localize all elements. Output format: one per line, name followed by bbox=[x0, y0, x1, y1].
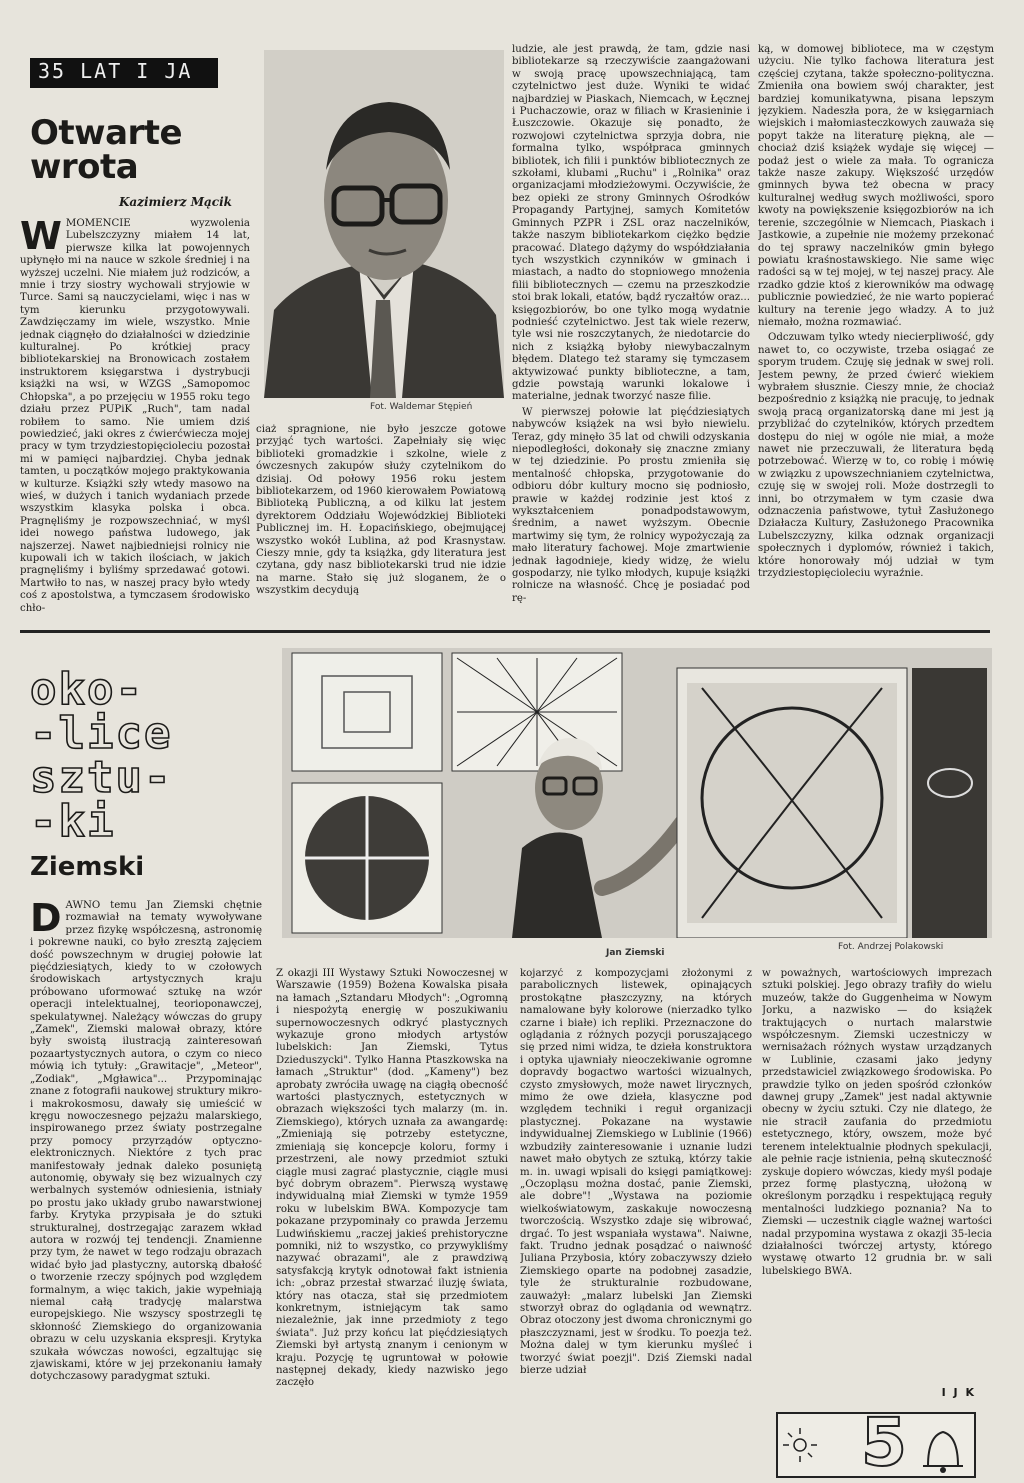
article-title: Otwarte wrota bbox=[30, 113, 183, 187]
article2-initials: I J K bbox=[941, 1386, 976, 1399]
outline-line-1: oko- bbox=[30, 664, 144, 715]
section-divider bbox=[20, 630, 990, 633]
series-outline-title bbox=[30, 664, 260, 847]
artist-photo bbox=[282, 648, 992, 938]
portrait-image bbox=[264, 50, 504, 398]
portrait-caption: Fot. Waldemar Stępień bbox=[370, 402, 473, 412]
article1-column-4: ką, w domowej bibliotece, ma w częstym użyciu. Nie tylko fachowa literatura jest częściej czytana, także społeczno-polityczna. Zmieniła ona bowiem swój charakter, jest bardziej komunikatywna, pisana lepszym językiem. Nadeszła pora, że w księgarniach wiejskich i małomiasteczkowych zauważa się popyt także na literaturę piękną, ale — chociaż dziś książek wydaje się więcej — podaż jest o wiele za mała. To ogranicza także nasze zakupy. Większość urzędów gminnych bywa też obecna w pracy kulturalnej według swych możliwości, sporo kwoty na powiększenie księgozbiorów na ich terenie, szczególnie w Niemcach, Piaskach i Jastkowie, a zupełnie nie możemy przekonać do tej sprawy naczelników gmin byłego powiatu kraśnostawskiego. Nie same więc radości są w tej mojej, w tej naszej pracy. Ale rzadko gdzie ktoś z kierowników ma odwagę publicznie powiedzieć, że nie warto popierać kultury na terenie jego władzy. A to już niemało, można rozmawiać. Odczuwam tylko wtedy niecierpliwość, gdy nawet to, co oczywiste, trzeba osiągać ze sporym trudem. Czuję się jednak w swej roli. Jestem pewny, że przed ćwierć wiekiem wybrałem słusznie. Cieszy mnie, że chociaż bezpośrednio z książką nie pracuję, to jednak swoją pracą organizatorską dane mi jest ją przybliżać do czytelników, których przedtem dostępu do niej w ogóle nie miał, a może nawet nie przeczuwali, że literatura będą potrzebować. Wierzę w to, co robię i mówię w związku z upowszechnianiem czytelnictwa, czuję się w swojej roli. Może dostrzegli to inni, bo otrzymałem w tym czasie dwa odznaczenia państwowe, tytuł Zasłużonego Działacza Kultury, Zasłużonego Pracownika Lubelszczyzny, kilka odznak organizacji społecznych i dyplomów, również i takich, które honorowały mój udział w tym trzydziestopięcioleciu wyraźnie. bbox=[758, 44, 994, 580]
op-art-image bbox=[282, 648, 992, 938]
article2-column-1: D AWNO temu Jan Ziemski chętnie rozmawiał na tematy wywoływane przez fizykę współczesną, astronomię i pokrewne nauki, co było zresztą zajęciem dość powszechnym w drugiej połowie lat pięćdziesiątych, kiedy to w czołowych środowiskach artystycznych kraju próbowano uformować sztukę na wzór operacji intelektualnej, teorioponawczej, spekulatywnej. Należący wówczas do grupy „Zamek", Ziemski malował obrazy, które były swoistą ilustracją zainteresowań pozaartystycznych autora, o czym co nieco mówią ich tytuły: „Grawitacje", „Meteor", „Zodiak", „Mgławica"... Przypominając znane z fotografii naukowej struktury mikro- i makrokosmosu, dawały się umieścić w kręgu nowoczesnego pejzażu malarskiego, inspirowanego przez światy postrzegalne przy pomocy przyrządów optyczno-elektronicznych. Niektóre z tych prac manifestowały jednak daleko posuniętą autonomię, obywały się bez wizualnych czy werbalnych systemów odniesienia, istniały po prostu jako układy grubo nawarstwionej farby. Krytyka przypisała je do sztuki strukturalnej, dostrzegając zarazem wkład autora w rozwój tej tendencji. Znamienne przy tym, że nawet w tego rodzaju obrazach widać było jad plastyczny, autorską dbałość o tworzenie rzeczy spójnych pod względem formalnym, a więc takich, jakie wypełniają niemal całą tradycję malarstwa europejskiego. Nie wszyscy spostrzegli tę skłonność Ziemskiego do organizowania obrazu w celu uzyskania ekspresji. Krytyka szukała wówczas nowości, egzaltując się zjawiskami, które w jej przekonaniu łamały dotychczasowy paradygmat sztuki. bbox=[30, 900, 262, 1383]
article1-column-2: ciaż spragnione, nie było jeszcze gotowe przyjąć tych wartości. Zapełniały się więc biblioteki gromadzkie i szkolne, wiele z ówczesnych zakupów służy czytelnikom do dzisiaj. Od połowy 1956 roku jestem bibliotekarzem, od 1960 kierowałem Powiatową Biblioteką Publiczną, a od kilku lat jestem dyrektorem Oddziału Wojewódzkiej Biblioteki Publicznej im. H. Łopacińskiego, obejmującej wszystko wokół Lublina, aż pod Krasnystaw. Cieszy mnie, gdy ta książka, gdy literatura jest czytana, gdy nasz bibliotekarski trud nie idzie na marne. Stało się już sloganem, że o wszystkim decydują bbox=[256, 424, 506, 597]
article2-title: Ziemski bbox=[30, 852, 145, 882]
outline-line-3: sztu- bbox=[30, 752, 173, 803]
dropcap-w: W bbox=[20, 218, 62, 258]
article1-column-1: W MOMENCIE wyzwolenia Lubelszczyzny miałem 14 lat, pierwsze kilka lat powojennych upłynęło mi na nauce w szkole średniej i na wyższej uczelni. Nie miałem już rodziców, a mnie i trzy siostry wychowali stryjowie w Turce. Sami są nauczycielami, więc i nas w tym kierunku przygotowywali. Zawdzięczamy im wiele, wszystko. Mnie jednak ciągnęło do działalności w dziedzinie kulturalnej. Po krótkiej pracy bibliotekarskiej na Bronowicach zostałem instruktorem księgarstwa i dystrybucji książki na wsi, w WZGS „Samopomoc Chłopska", a po przejęciu w 1955 roku tego działu przez PUPiK „Ruch", tam nadal robiłem to samo. Nie umiem dziś powiedzieć, jaki okres z ćwierćwiecza mojej pracy w tym trzydziestopięcioleciu pozostał mi w pamięci najbardziej. Chyba jednak tamten, u początków mojego praktykowania w kulturze. Książki szły wtedy masowo na wieś, w dużych i tanich wydaniach przede wszystkim klasyka polska i obca. Pragnęliśmy je rozpowszechniać, w myśl idei nowego państwa ludowego, jak najszerzej. Nawet najbiedniejsi rolnicy nie kupowali ich w takich ilościach, w jakich pragnęliśmy i byliśmy sprzedawać gotowi. Martwiło to nas, w naszej pracy było wtedy coś z apostolstwa, a tymczasem środowisko chło- bbox=[20, 218, 250, 614]
article2-column-3: kojarzyć z kompozycjami złożonymi z parabolicznych listewek, opinających prostokątne płaszczyzny, na których namalowane były kolorowe (nierzadko tylko czarne i białe) ich repliki. Przeznaczone do oglądania z różnych pozycji poruszającego się przed nimi widza, te dzieła konstruktora i optyka ujawniały nieoczekiwanie ogromne dopravdy bogactwo wartości wizualnych, czysto zmysłowych, może nawet lirycznych, mimo że owe dzieła, klasyczne pod względem techniki i reguł organizacji plastycznej. Pokazane na wystawie indywidualnej Ziemskiego w Lublinie (1966) wzbudziły zainteresowanie i uznanie ludzi nawet mało obytych ze sztuką, którzy takie m. in. uwagi wpisali do księgi pamiątkowej: „Oczopląsu można dostać, panie Ziemski, ale dobre"! „Wystawa na poziomie wielkoświatowym, zaskakuje nowoczesną tworczością. Wszystko zdaje się wibrować, drgać. To jest wspaniała wystawa". Naiwne, fakt. Trudno jednak posądzać o naiwność Juliana Przybosia, który zobaczywszy dzieło Ziemskiego oparte na podobnej zasadzie, tyle że strukturalnie rozbudowane, zauważył: „malarz lubelski Jan Ziemski stworzył obraz do oglądania od wewnątrz. Obraz otoczony jest dwoma chronicznymi go płaszczyznami, jest w środku. To poezja też. Można dalej w tym kierunku myśleć i tworzyć świat poezji". Dziś Ziemski nadal bierze udział bbox=[520, 968, 752, 1376]
article-author: Kazimierz Mącik bbox=[118, 195, 232, 209]
portrait-photo bbox=[264, 50, 504, 398]
article1-column-3: ludzie, ale jest prawdą, że tam, gdzie nasi bibliotekarze są rzeczywiście zaangażowani w swoją pracę upowszechniającą, tam czytelnictwo jest duże. Wyniki te widać najbardziej w Piaskach, Niemcach, w Łęcznej i Puchaczowie, oraz w filiach w Krasieninie i Łuszczowie. Okazuje się ponadto, że rozwojowi czytelnictwa sprzyja dobra, nie formalna tylko, współpraca gminnych bibliotek, ich filii i punktów bibliotecznych ze szkołami, klubami „Ruchu" i „Rolnika" oraz organizacjami młodzieżowymi. Oczywiście, że bez opieki ze strony Gminnych Ośrodków Propagandy Partyjnej, samych Komitetów Gminnych PZPR i ZSL oraz naczelników, także naszym bibliotekarkom ciężko będzie pracować. Dlatego dążymy do współdziałania tych wszystkich czynników w gminach i miastach, a nadto do stopniowego mnożenia filii bibliotecznych — czemu na przeszkodzie stoi brak lokali, etatów, bądź ryczałtów oraz... księgozbiorów, bo one tylko mogą wydatnie podnieść czytelnictwo. Jest tak wiele rezerw, tyle wsi nie roszczytanych, że niedotarcie do nich z książką byłoby niewybaczalnym błędem. Dlatego też staramy się tymczasem aktywizować punkty biblioteczne, a tam, gdzie powstają warunki lokalowe i materialne, jednak tworzyć nasze filie. W pierwszej połowie lat pięćdziesiątych nabywców książek na wsi było niewielu. Teraz, gdy minęło 35 lat od chwili odzyskania niepodległości, dokonały się znaczne zmiany w tej dziedzinie. Po prostu zmieniła się mentalność chłopska, przygotowanie do odbioru dóbr kultury mocno się podniosło, prawie w każdej rodzinie jest ktoś z wykształceniem ponadpodstawowym, średnim, a nawet wyższym. Obecnie martwimy się tym, że rolnicy wypożyczają za mało literatury fachowej. Moje zmartwienie jednak łagodnieje, kiedy widzę, że wielu gospodarzy, nie tylko młodych, kupuje książki rolnicze na własność. Chcę je posiadać pod rę- bbox=[512, 44, 750, 604]
artist-caption-name: Jan Ziemski bbox=[606, 948, 665, 958]
article2-column-4: w poważnych, wartościowych imprezach sztuki polskiej. Jego obrazy trafiły do wielu muzeów, także do Guggenheima w Nowym Jorku, a nazwisko — do książek traktujących o nurtach malarstwie współczesnym. Ziemski uczestniczy w wernisażach różnych wystaw urządzanych w Lublinie, czasami jako jedyny przedstawiciel związkowego środowiska. Po prawdzie tylko on jeden spośród członków dawnej grupy „Zamek" jest nadal aktywnie obecny w życiu sztuki. Czy nie dlatego, że nie stracił zaufania do przedmiotu estetycznego, który, owszem, może być terenem intelektualnie płodnych spekulacji, ale pełnie racje istnienia, pełną skuteczność zyskuje dopiero wówczas, kiedy myśl podaje przez formę plastyczną, ułożoną w określonym porządku i respektującą reguły mentalności ludzkiego poznania? Na to Ziemski — uczestnik ciągle ważnej wartości nadal przypomina wystawa z okazji 35-lecia działalności twórczej artysty, którego wystawę otwarto 12 grudnia br. w sali lubelskiego BWA. bbox=[762, 968, 992, 1277]
outline-line-4: -ki bbox=[30, 796, 116, 847]
anniversary-number: 5 bbox=[861, 1404, 907, 1481]
outline-line-2: -lice bbox=[30, 708, 173, 759]
dropcap-d: D bbox=[30, 900, 62, 940]
series-badge: 35 LAT I JA bbox=[30, 58, 218, 88]
article2-column-2: Z okazji III Wystawy Sztuki Nowoczesnej w Warszawie (1959) Bożena Kowalska pisała na łamach „Sztandaru Młodych": „Ogromną i niespożytą energię w poszukiwaniu supernowoczesnych odkryć plastycznych wykazuje grono młodych artystów lubelskich: Jan Ziemski, Tytus Dzieduszycki". Tylko Hanna Ptaszkowska na łamach „Struktur" (dod. „Kameny") bez aprobaty zwróciła uwagę na ciągłą obecność wartości plastycznych, estetycznych w obrazach większości tych malarzy (m. in. Ziemskiego), których uznała za awangardę: „Zmieniają się potrzeby estetyczne, zmieniają się koncepcje koloru, formy i przestrzeni, ale nowy przedmiot sztuki ciągle musi zagrać plastycznie, ciągle musi być dobrym obrazem". Pierwszą wystawę indywidualną miał Ziemski w tymże 1959 roku w lubelskim BWA. Kompozycje tam pokazane przypominały co prawda Jerzemu Ludwińskiemu „raczej jakieś prehistoryczne pomniki, niż to wszystko, co przywykliśmy nazywać obrazami", ale z prawdziwą satysfakcją krytyk odnotował fakt istnienia ich: „obraz przestał stwarzać iluzję świata, który nas otacza, stał się przedmiotem konkretnym, istniejącym tak samo niezależnie, jak inne przedmioty z tego świata". Już przy końcu lat pięćdziesiątych Ziemski był artystą znanym i cenionym w kraju. Pozycję tę ugruntował w połowie następnej dekady, kiedy nazwisko jego zaczęło bbox=[276, 968, 508, 1389]
artist-caption-credit: Fot. Andrzej Polakowski bbox=[838, 942, 944, 952]
anniversary-logo bbox=[776, 1404, 976, 1481]
